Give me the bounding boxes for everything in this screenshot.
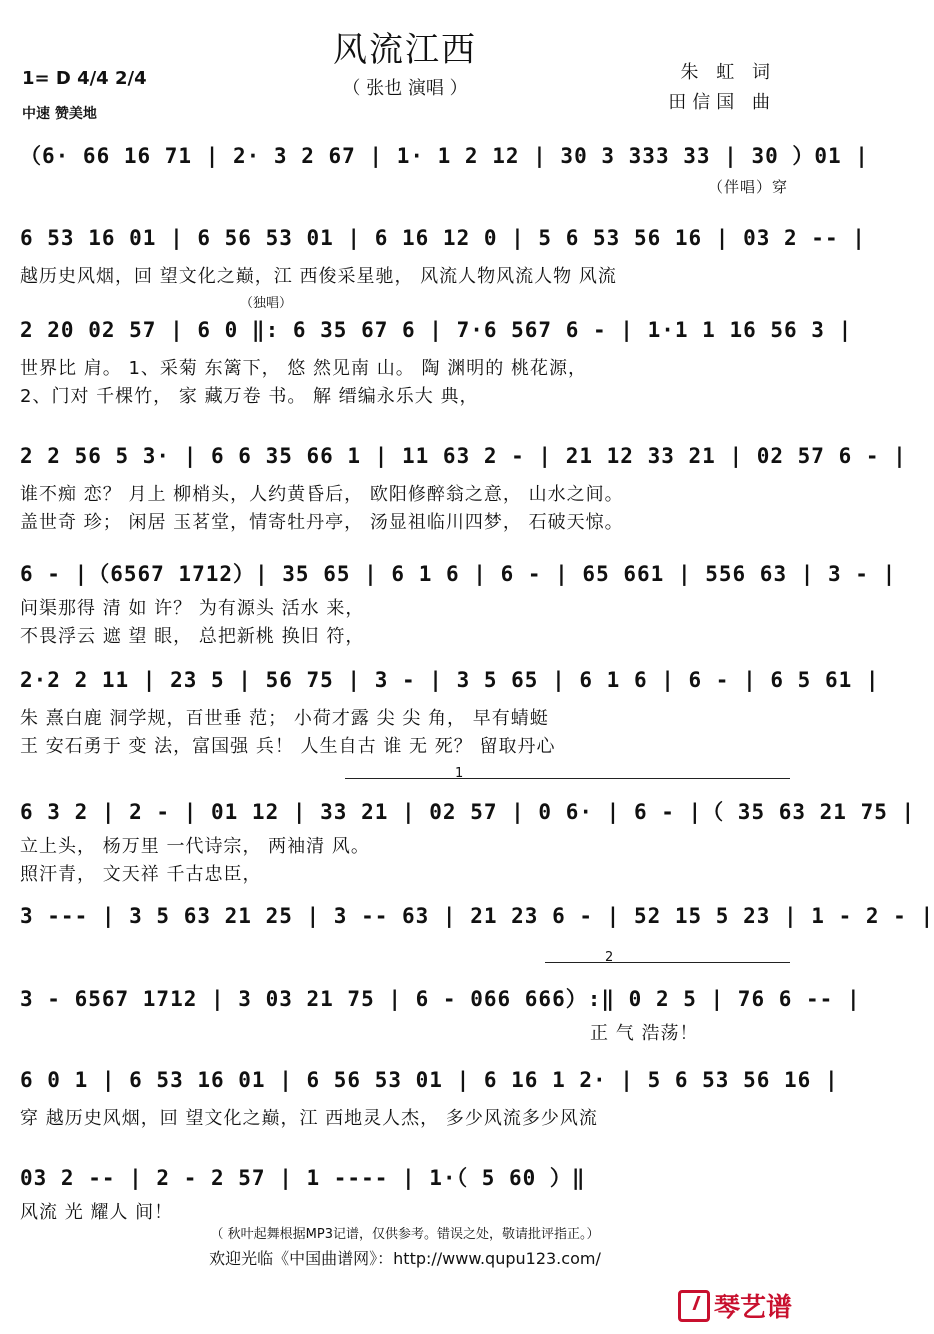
lyric-line: 朱 熹白鹿 洞学规，百世垂 范； 小荷才露 尖 尖 角， 早有蜻蜓	[20, 708, 549, 729]
lyric-line: 正 气 浩荡！	[590, 1023, 699, 1044]
lyric-line: 立上头， 杨万里 一代诗宗， 两袖清 风。	[20, 836, 370, 857]
song-title: 风流江西	[333, 30, 477, 70]
site-link[interactable]: 欢迎光临《中国曲谱网》：http://www.qupu123.com/	[209, 1249, 601, 1268]
lyric-line: 越历史风烟，回 望文化之巅，江 西俊采星驰， 风流人物风流人物 风流	[20, 266, 617, 287]
lyricist-credit: 朱 虹 词	[680, 62, 776, 83]
singer-credit: （ 张也 演唱 ）	[342, 78, 468, 99]
notation-line: 6 3 2 | 2 - | 01 12 | 33 21 | 02 57 | 0 6· | 6 - |（ 35 63 21 75 |	[20, 800, 916, 824]
brand-logo	[678, 1287, 792, 1324]
notation-line: 3 - 6567 1712 | 3 03 21 75 | 6 - 066 666）:‖ 0 2 5 | 76 6 -- |	[20, 987, 861, 1011]
transcription-note: （ 秋叶起舞根据MP3记谱，仅供参考。错误之处，敬请批评指正。）	[210, 1227, 600, 1242]
notation-line: 3 --- | 3 5 63 21 25 | 3 -- 63 | 21 23 6 - | 52 15 5 23 | 1 - 2 - |	[20, 904, 934, 928]
lyric-line: 2、门对 千棵竹， 家 藏万卷 书。 解 缙编永乐大 典，	[20, 386, 479, 407]
notation-line: 6 0 1 | 6 53 16 01 | 6 56 53 01 | 6 16 1 2· | 5 6 53 56 16 |	[20, 1068, 839, 1092]
notation-line: 2 2 56 5 3· | 6 6 35 66 1 | 11 63 2 - | 21 12 33 21 | 02 57 6 - |	[20, 444, 907, 468]
lyric-line: 王 安石勇于 变 法，富国强 兵！ 人生自古 谁 无 死？ 留取丹心	[20, 736, 556, 757]
second-ending-label: 2	[605, 950, 614, 965]
notation-line: 03 2 -- | 2 - 2 57 | 1 ---- | 1·（ 5 60 ）‖	[20, 1166, 586, 1190]
lyric-line: 穿 越历史风烟，回 望文化之巅，江 西地灵人杰， 多少风流多少风流	[20, 1108, 598, 1129]
solo-mark: （独唱）	[240, 296, 293, 311]
composer-credit: 田信国 曲	[668, 92, 776, 113]
logo-icon	[678, 1290, 710, 1322]
notation-line: 6 - |（6567 1712）| 35 65 | 6 1 6 | 6 - | 65 661 | 556 63 | 3 - |	[20, 562, 897, 586]
lyric-line: （伴唱）穿	[707, 178, 788, 196]
notation-line: 2 20 02 57 | 6 0 ‖: 6 35 67 6 | 7·6 567 6 - | 1·1 1 16 56 3 |	[20, 318, 853, 342]
logo-text: 琴艺谱	[713, 1293, 792, 1323]
lyric-line: 谁不痴 恋？ 月上 柳梢头，人约黄昏后， 欧阳修醉翁之意， 山水之间。	[20, 484, 624, 505]
key-signature: 1= D 4/4 2/4	[22, 68, 147, 89]
first-ending-label: 1	[455, 766, 464, 781]
tempo-marking: 中速 赞美地	[22, 106, 97, 122]
notation-line: （6· 66 16 71 | 2· 3 2 67 | 1· 1 2 12 | 30 3 333 33 | 30 ）01 |	[20, 144, 869, 168]
notation-line: 6 53 16 01 | 6 56 53 01 | 6 16 12 0 | 5 6 53 56 16 | 03 2 -- |	[20, 226, 866, 250]
lyric-line: 照汗青， 文天祥 千古忠臣，	[20, 864, 262, 885]
lyric-line: 问渠那得 清 如 许？ 为有源头 活水 来，	[20, 598, 365, 619]
lyric-line: 盖世奇 珍； 闲居 玉茗堂，情寄牡丹亭， 汤显祖临川四梦， 石破天惊。	[20, 512, 624, 533]
notation-line: 2·2 2 11 | 23 5 | 56 75 | 3 - | 3 5 65 | 6 1 6 | 6 - | 6 5 61 |	[20, 668, 880, 692]
lyric-line: 风流 光 耀人 间！	[20, 1202, 174, 1223]
lyric-line: 世界比 肩。 1、采菊 东篱下， 悠 然见南 山。 陶 渊明的 桃花源，	[20, 358, 587, 379]
first-ending-bracket	[345, 778, 790, 779]
second-ending-bracket	[545, 962, 790, 963]
lyric-line: 不畏浮云 遮 望 眼， 总把新桃 换旧 符，	[20, 626, 365, 647]
